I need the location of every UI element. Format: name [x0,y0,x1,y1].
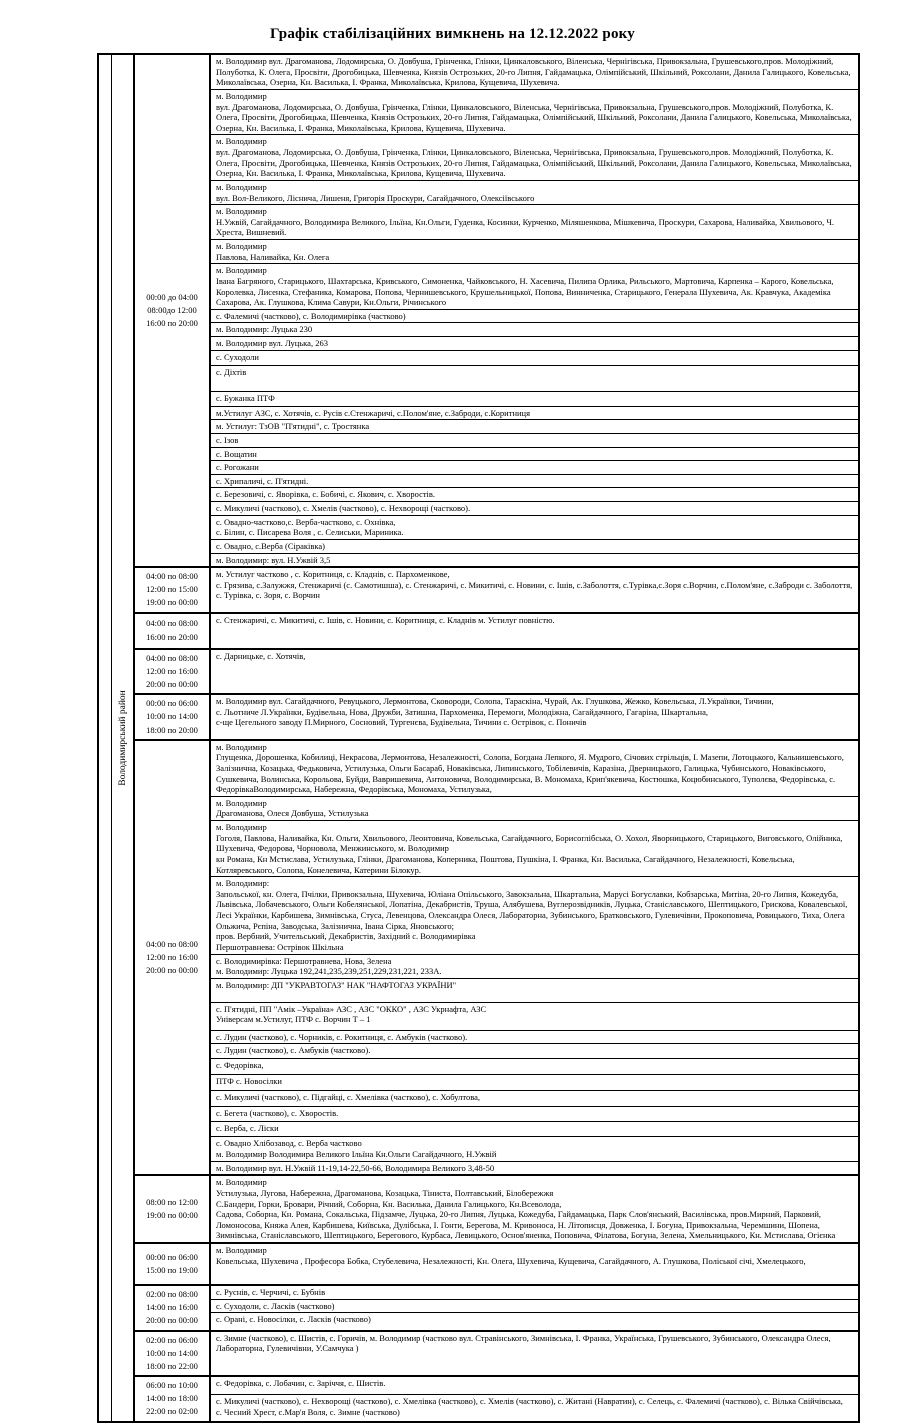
schedule-group [135,1286,858,1332]
row-line: пров. Вербний, Учительський, Декабристів, Західний с. Володимирівка [216,931,476,942]
row-line: с. Чесний Хрест, с.Мар'я Воля, с. Зимне (частково) [216,1406,400,1417]
row-line: Н.Ужвій, Сагайдачного, Володимира Великого, Ільїна, Кн.Ольги, Гуденка, Косинки, Курченко, Міляшенкова, Мішкевича, Проскури, Сахарова, Наливайка, Хвильового, Ч. Хреста, Вишневий. [216,216,835,238]
time-slot-line: 16:00 по 20:00 [146,318,198,329]
row-line: кн Романа, Кн Мстислава, Устилузька, Глінки, Драгоманова, Коперника, Поштова, Пушкіна, І. Франка, Кн. Василька, Сагайдачного, Незалежності, Ковельська, [216,853,795,864]
schedule-row [211,516,858,540]
schedule-group [135,650,858,696]
schedule-row [211,1332,858,1372]
row-line: Першотравнева: Острівок Шкільна [216,941,344,952]
row-line: м. Володимир [216,822,267,833]
row-line: с. Микуличі (частково), с. Підгайці, с. Хмелівка (частково), с. Хобултова, [216,1092,481,1103]
time-slot-line: 10:00 по 14:00 [146,1347,198,1358]
time-slot-cell [135,1176,211,1242]
row-line: с. Бужанка ПТФ [216,392,275,403]
time-slot-line: 06:00 по 10:00 [146,1380,198,1391]
row-line: с. Стенжаричі, с. Микитичі, с. Ішів, с. Новини, с. Коритниця, с. Кладнів м. Устилуг повністю. [216,614,555,625]
row-line: вул. Вол-Великого, Ліснича, Лишеня, Григорія Проскури, Сагайдачного, Олексіївського [216,192,535,203]
row-line: с. Вощатин [216,448,257,459]
row-line: Івана Багряного, Старицького, Шахтарська, Кривського, Симоненка, Чайковського, Н. Хасевича, Пилипа Орлика, Рильського, Мартовича, Карпенка – Карого, Ковельська, Королевка, Лисенка, Стефаника, Комарова, Попова, Чернишевського, Крушельницької, Попова, Винниченка, Старицького, Генерала Шухевича, Ак. Кравчука, Академіка Сахарова, Ак. Глушкова, Клима Савури, Кн.Ольги, Річинського [216,275,834,308]
row-line: с. Бегета (частково), с. Хворостів. [216,1108,339,1119]
schedule-group [135,1332,858,1378]
row-line: с. Діхтів [216,366,247,377]
schedule-row [211,1044,858,1059]
row-line: м. Володимир [216,90,267,101]
row-line: Зимнівська, Станіславського, Шептицького, Берегового, Курбаса, Левицького, Основ'яненка, Поповича, Філатова, Богуна, Зелена, Хмельницького, Кн. Мстислава, Огієнка [216,1230,836,1241]
group-rows [211,55,858,566]
schedule-row [211,461,858,475]
time-slot-line: 20:00 по 00:00 [146,1315,198,1326]
row-line: Запольської, кн. Олега, Пчілки, Привокзальна, Шухевича, Юліана Опільського, Завокзальна, Шкартальна, Марусі Богуславки, Кобзарська, Митіна, 20-го Липня, Кожедуба, Львівська, Лобачевського, Ольги Кобелянської, Лопатіна, Декабристів, Труша, Алябушева, Вуглерозвідників, Луцька, Станіславського, Шептицького, Грискова, Ковалевської, Лесі Українки, Карбишева, Зимнівська, Стуса, Левенцова, Олександра Олеся, Лабораторна, Зубинського, Братковського, Гулевичівни, Прокоповича, Ровицького, Тиха, Олега Ольжича, Рєпіна, Заводська, Залізнична, Івана Сірка, Яновського; [216,888,848,931]
schedule-row [211,351,858,366]
schedule-group [135,55,858,568]
schedule-row [211,1286,858,1300]
time-slot-line: 04:00 по 08:00 [146,618,198,629]
row-line: с. Льотниче Л.Українки, Будівельна, Нова, Дружби, Затишна, Пархоменка, Перемоги, Молодіжна, Сагайдачного, Гагаріна, Шкартальна, [216,706,708,717]
schedule-row [211,1137,858,1161]
time-slot-cell [135,1286,211,1330]
time-slot-line: 18:00 по 22:00 [146,1360,198,1371]
schedule-row [211,1176,858,1242]
group-rows [211,650,858,694]
page-title: Графік стабілізаційних вимкнень на 12.12.2022 року [270,26,635,42]
schedule-row [211,1162,858,1175]
schedule-row [211,1059,858,1075]
row-line: м. Володимир [216,741,267,752]
row-line: с. Федорівка, с. Лобачин, с. Заріччя, с. Шистів. [216,1378,386,1389]
schedule-row [211,1075,858,1091]
row-line: м. Володимир [216,136,267,147]
row-line: м. Володимир вул. Н.Ужвій 11-19,14-22,50-66, Володимира Великого 3,48-50 [216,1162,495,1173]
row-line: м. Устилуг: ТзОВ "П'ятидні", с. Тростянка [216,421,370,432]
schedule-row [211,475,858,489]
row-line: м. Володимир: ДП "УКРАВТОГАЗ" НАК "НАФТОГАЗ УКРАЇНИ" [216,979,457,990]
row-line: с. Суходоли [216,351,259,362]
row-line: с. Орані, с. Новосілки, с. Ласків (частково) [216,1314,371,1325]
row-line: Гоголя, Павлова, Наливайка, Кн. Ольги, Хвильового, Леонтовича, Ковельська, Сагайдачного, Борисоглібська, О. Хохол, Яворницького, Старицького, Виговського, Олійника, Шухевича, Федорова, Чорновола, Менжинського, м. Володимир [216,832,843,854]
schedule-row [211,1031,858,1045]
row-line: с. Верба, с. Ліски [216,1123,279,1134]
row-line: с. Березовичі, с. Яворівка, с. Бобичі, с. Якович, с. Хворостів. [216,489,436,500]
schedule-row [211,821,858,877]
row-line: с. Рогожани [216,462,259,473]
row-line: ПТФ с. Новосілки [216,1076,282,1087]
region-label: Володимирський район [117,690,128,786]
time-slot-line: 20:00 по 00:00 [146,965,198,976]
group-rows [211,1244,858,1284]
row-line: Глущенка, Дорошенка, Кобилиці, Некрасова, Лермонтова, Незалежності, Солопа, Богдана Лепкого, Я. Мудрого, Січових стрільців, І. Мазепи, Лотоцького, Кальнишевського, Залізнична, Козацька, Федьковича, Устилузька, Ольги Басараб, Новаківська, Липинського, Тобілевичів, Каразіна, Дверницького, Галицька, Чубинського, Новаківського, Сушкевича, Волинська, Корольова, Буйди, Вавришевича, Антоновича, Володимирська, В. Мономаха, Крип'якевича, Костюшка, Коцюбинського, Туполєва, Федорівська, с. ФедорівкаВолодимирська, Набережна, Федорівська, Мономаха, Устилузька, [216,752,844,795]
row-line: с. Фалемичі (частково), с. Володимирівка (частково) [216,310,406,321]
time-slot-line: 15:00 по 19:00 [146,1265,198,1276]
time-slot-line: 02:00 по 06:00 [146,1334,198,1345]
schedule-row [211,979,858,1003]
schedule-row [211,366,858,392]
time-slot-line: 04:00 по 08:00 [146,571,198,582]
row-line: Драгоманова, Олеся Довбуша, Устилузька [216,808,369,819]
schedule-row [211,695,858,729]
row-line: с. Суходоли, с. Ласків (частково) [216,1300,335,1311]
row-line: м.Устилуг АЗС, с. Хотячів, с. Русів с.Стенжаричі, с.Полом'яне, с.Заброди, с.Коритниця [216,407,531,418]
schedule-row [211,240,858,264]
time-slot-cell [135,650,211,694]
schedule-row [211,1377,858,1395]
schedule-row [211,1003,858,1031]
time-slot-cell [135,741,211,1175]
group-rows [211,741,858,1175]
schedule-row [211,310,858,324]
schedule-row [211,540,858,554]
row-line: с. Руснів, с. Черчичі, с. Бубнів [216,1287,326,1298]
schedule-row [211,392,858,407]
time-slot-cell [135,614,211,648]
schedule-group [135,1377,858,1421]
time-slot-line: 12:00 по 15:00 [146,584,198,595]
time-slot-line: 04:00 по 08:00 [146,938,198,949]
row-line: с. Грязива, с.Залужжя, Стенжаричі (с. Самотишша), с. Стенжаричі, с. Микитичі, с. Новини, с. Ішів, с.Заболоття, с.Турівка,с.Зоря с.Ворчин, с.Полом'яне, с.Заброди с. Заболоття, с. Турівка, с. Зоря, с. Ворчин [216,579,853,601]
outage-schedule-table [97,53,860,1423]
row-line: с-ще Цегельного заводу П.Мирного, Сосновий, Тургенєва, Будівельна, Тичини с. Острівок, с. Поничів [216,717,587,728]
row-line: м. Володимир вул. Драгоманова, Лодомирська, О. Довбуша, Грінченка, Глінки, Цинкаловського, Віленська, Чернігівська, Привокзальна, Грушевського,пров. Молодіжний, Полуботка, К. Олега, Просвіти, Дрогобицька, Шевченка, Князів Острозьких, 20-го Липня, Гайдамацька, Олімпійський, Шкільний, Роксолани, Данила Галицького, Ковельська, Миколаївська, Озерна, Кн. Василька, І. Франка, Миколаївська, Крилова, Кущевича, Шухевича. [216,56,851,88]
row-line: с. Лудин (частково), с. Амбуків (частково). [216,1045,371,1056]
schedule-row [211,448,858,462]
row-line: м. Володимир [216,265,267,276]
schedule-row [211,55,858,90]
time-slot-line: 19:00 по 00:00 [146,1210,198,1221]
time-slot-line: 22:00 по 02:00 [146,1406,198,1417]
time-slot-line: 18:00 по 20:00 [146,724,198,735]
row-line: с. П'ятидні, ПП "Амік –Україна» АЗС , АЗС "ОККО" , АЗС Укрнафта, АЗС [216,1003,487,1014]
row-line: с. Хрипаличі, с. П'ятидні. [216,475,309,486]
time-slot-line: 14:00 по 16:00 [146,1302,198,1313]
row-line: м. Устилуг частково , с. Коритниця, с. Кладнів, с. Пархоменкове, [216,569,450,580]
schedule-row [211,407,858,421]
schedule-row [211,1313,858,1326]
group-rows [211,614,858,648]
schedule-row [211,650,858,692]
schedule-row [211,420,858,434]
row-line: с. Овадно, с.Верба (Сіраківка) [216,540,326,551]
time-slot-line: 08:00до 12:00 [147,304,197,315]
time-slot-line: 12:00 по 16:00 [146,665,198,676]
row-line: вул. Драгоманова, Лодомирська, О. Довбуша, Грінченка, Глінки, Цинкаловського, Віленська, Чернігівська, Привокзальна, Грушевського,пров. Молодіжний, Полуботка, К. Олега, Просвіти, Дрогобицька, Шевченка, Князів Острозьких, 20-го Липня, Гайдамацька, Олімпійський, Шкільний, Роксолани, Данила Галицького, Ковельська, Миколаївська, Озерна, Кн. Василька, І. Франка, Миколаївська, Крилова, Кущевича, Шухевича. [216,101,852,133]
schedule-group [135,1176,858,1244]
region-column [112,55,135,1421]
time-slot-line: 20:00 по 00:00 [146,678,198,689]
time-slot-cell [135,55,211,566]
schedule-group [135,741,858,1177]
row-line: Котляревського, Солопа, Конелевича, Катерини Білокур. [216,864,421,875]
row-line: м. Володимир: [216,878,270,889]
row-line: м. Володимир: Луцька 230 [216,324,313,335]
time-slot-line: 00:00 по 06:00 [146,1251,198,1262]
schedule-row [211,955,858,979]
row-line: с. Володимирівка: Першотравнева, Нова, Зелена [216,955,392,966]
time-slot-line: 14:00 по 18:00 [146,1393,198,1404]
schedule-row [211,90,858,136]
schedule-row [211,877,858,954]
time-slot-line: 00:00 по 06:00 [146,698,198,709]
schedule-group [135,568,858,614]
time-slot-line: 16:00 по 20:00 [146,631,198,642]
row-line: С.Бандери, Горки, Бровари, Річний, Соборна, Кн. Василька, Данила Галицького, Кн.Всеволода, [216,1198,562,1209]
row-line: м. Володимир: вул. Н.Ужвій 3,5 [216,554,331,565]
schedule-row [211,205,858,240]
row-line: м. Володимир [216,241,267,251]
time-slot-cell [135,1244,211,1284]
time-slot-line: 00:00 до 04:00 [146,291,198,302]
row-line: с. Федорівка, [216,1060,264,1071]
group-rows [211,1176,858,1242]
row-line: Ковельська, Шухевича , Професора Бобка, Стубелевича, Незалежності, Кн. Олега, Шухевича, Кущевича, Сагайдачного, А. Глушкова, Поліської січі, Хмелецького, [216,1255,806,1266]
group-rows [211,695,858,739]
row-line: м. Володимир: Луцька 192,241,235,239,251,229,231,221, 233А. [216,966,442,977]
schedule-row [211,488,858,502]
time-slot-cell [135,695,211,739]
row-line: м. Володимир [216,181,267,192]
group-rows [211,568,858,612]
time-slot-cell [135,568,211,612]
time-slot-line: 12:00 по 16:00 [146,951,198,962]
time-slot-line: 02:00 по 08:00 [146,1289,198,1300]
row-line: м. Володимир [216,206,267,217]
row-line: с. Овадно Хлібозавод, с. Верба частково [216,1138,362,1149]
schedule-row [211,1091,858,1107]
row-line: м. Володимир [216,1245,267,1256]
schedule-row [211,614,858,648]
row-line: с. Овадно-частково,с. Верба-частково, с. Охнівка, [216,516,396,527]
group-rows [211,1377,858,1421]
row-line: м. Володимир [216,797,267,808]
schedule-group [135,614,858,650]
row-line: м. Володимир вул. Луцька, 263 [216,338,328,348]
row-line: с. Микуличі (частково), с. Хмелів (частково), с. Нехворощі (частково). [216,503,471,513]
schedule-row [211,502,858,516]
time-slot-line: 04:00 по 08:00 [146,652,198,663]
time-slot-line: 19:00 по 00:00 [146,597,198,608]
schedule-row [211,337,858,351]
schedule-row [211,554,858,567]
schedule-row [211,1122,858,1137]
row-line: с. Зимне (частково), с. Шистів, с. Горичів, м. Володимир (частково вул. Стравінського, Зимнівська, І. Франка, Українська, Грушевського, Зубинського, Олександра Олеся, [216,1332,831,1343]
schedule-group [135,695,858,741]
row-line: м. Володимир Володимира Великого Ільїна Кн.Ольги Сагайдачного, Н.Ужвій [216,1149,497,1160]
schedule-groups [135,55,858,1421]
schedule-row [211,741,858,797]
schedule-row [211,264,858,310]
row-line: с. Лудин (частково), с. Чорників, с. Рокитниця, с. Амбуків (частково). [216,1031,468,1042]
row-line: м. Володимир [216,1177,267,1188]
row-line: Лабораторна, Гулевичівни, У.Самчука ) [216,1343,359,1354]
row-line: с. Микуличі (частково), с. Нехворощі (частково), с. Хмелівка (частково), с. Хмелів (частково), с. Житані (Навратин), с. Селець, с. Фалемичі (частково), с. Вілька Свійчівська, [216,1396,843,1407]
row-line: Устилузька, Лугова, Набережна, Драгоманова, Козацька, Тіниста, Полтавський, Білобережжя [216,1187,554,1198]
time-slot-cell [135,1377,211,1421]
schedule-row [211,1244,858,1284]
row-line: Ломоносова, Княжа Алея, Карбишева, Київська, Дулібська, І. Гонти, Берегова, М. Кривоноса, Н. Літописця, Довженка, І. Богуна, Привокзальна, Черемшини, Шопена, [216,1219,820,1230]
row-line: Садова, Соборна, Кн. Романа, Сокальська, Підзамче, Луцька, 20-го Липня, Луцька, Кожедуба, Гайдамацька, Парк Слов'янський, Василівська, пров.Мирний, Парковий, [216,1209,822,1220]
time-slot-cell [135,1332,211,1376]
schedule-row [211,797,858,821]
group-rows [211,1286,858,1330]
schedule-row [211,1107,858,1122]
row-line: с. Ізов [216,434,239,445]
group-rows [211,1332,858,1376]
schedule-row [211,568,858,602]
time-slot-line: 10:00 по 14:00 [146,711,198,722]
row-line: вул. Драгоманова, Лодомирська, О. Довбуша, Грінченка, Глінки, Цинкаловського, Віленська, Чернігівська, Привокзальна, Грушевського,пров. Молодіжний, Полуботка, К. Олега, Просвіти, Дрогобицька, Шевченка, Князів Острозьких, 20-го Липня, Гайдамацька, Олімпійський, Шкільний, Роксолани, Данила Галицького, Ковельська, Миколаївська, Озерна, Кн. Василька, І. Франка, Миколаївська, Крилова, Кущевича, Шухевича. [216,147,852,179]
row-line: Універсам м.Устилуг, ПТФ с. Ворчин Т – 1 [216,1014,371,1025]
schedule-row [211,1300,858,1314]
blank-column [99,55,112,1421]
row-line: с. Білин, с. Писарева Воля , с. Селиськи, Мариника. [216,527,404,538]
schedule-row [211,434,858,448]
schedule-row [211,135,858,181]
row-line: м. Володимир вул. Сагайдачного, Ревуцького, Лермонтова, Сковороди, Солопа, Тараскіна, Чурай, Ак. Глушкова, Жежко, Ковельська, Л.Українки, Тичини, [216,696,774,707]
row-line: Павлова, Наливайка, Кн. Олега [216,251,330,262]
row-line: с. Дарницьке, с. Хотячів, [216,650,306,661]
schedule-row [211,1395,858,1418]
schedule-row [211,181,858,205]
schedule-row [211,323,858,337]
time-slot-line: 08:00 по 12:00 [146,1197,198,1207]
